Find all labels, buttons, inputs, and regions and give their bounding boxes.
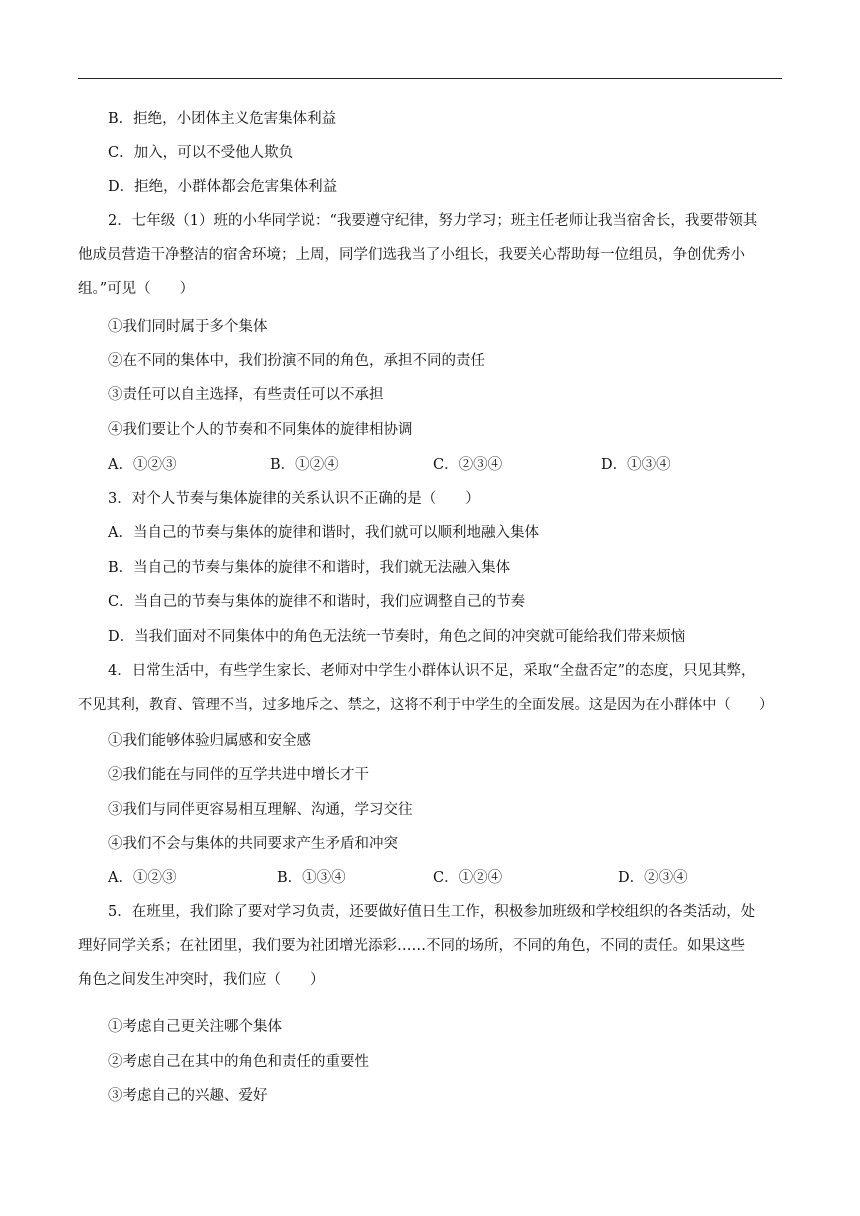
q5-stem-line-1: 5．在班里，我们除了要对学习负责，还要做好值日生工作，积极参加班级和学校组织的各类活动，处 bbox=[108, 904, 756, 920]
q5-item-1: ①考虑自己更关注哪个集体 bbox=[108, 1019, 282, 1035]
q3-stem: 3．对个人节奏与集体旋律的关系认识不正确的是（ ） bbox=[108, 491, 480, 507]
q4-choice-d: D．②③④ bbox=[618, 870, 688, 886]
q1-option-c: C．加入，可以不受他人欺负 bbox=[108, 145, 294, 161]
q2-choice-b: B．①②④ bbox=[270, 457, 339, 473]
q4-item-1: ①我们能够体验归属感和安全感 bbox=[108, 733, 311, 749]
q2-choice-d: D．①③④ bbox=[601, 457, 671, 473]
q5-item-3: ③考虑自己的兴趣、爱好 bbox=[108, 1088, 268, 1104]
q2-item-3: ③责任可以自主选择，有些责任可以不承担 bbox=[108, 387, 384, 403]
q3-option-b: B．当自己的节奏与集体的旋律不和谐时，我们就无法融入集体 bbox=[108, 560, 511, 576]
q4-item-2: ②我们能在与同伴的互学共进中增长才干 bbox=[108, 767, 369, 783]
q3-option-a: A．当自己的节奏与集体的旋律和谐时，我们就可以顺利地融入集体 bbox=[108, 525, 539, 541]
q1-option-d: D．拒绝，小群体都会危害集体利益 bbox=[108, 179, 338, 195]
q4-stem-line-1: 4．日常生活中，有些学生家长、老师对中学生小群体认识不足，采取“全盘否定”的态度，只见其弊， bbox=[108, 663, 756, 679]
q4-item-4: ④我们不会与集体的共同要求产生矛盾和冲突 bbox=[108, 836, 398, 852]
q3-option-d: D．当我们面对不同集体中的角色无法统一节奏时，角色之间的冲突就可能给我们带来烦恼 bbox=[108, 629, 686, 645]
q2-choice-a: A．①②③ bbox=[108, 457, 177, 473]
q4-choice-b: B．①③④ bbox=[277, 870, 346, 886]
q2-stem-line-1: 2．七年级（1）班的小华同学说：“我要遵守纪律，努力学习；班主任老师让我当宿舍长，我要带领其 bbox=[108, 213, 758, 229]
q4-item-3: ③我们与同伴更容易相互理解、沟通，学习交往 bbox=[108, 802, 413, 818]
q4-choice-c: C．①②④ bbox=[433, 870, 503, 886]
q2-item-4: ④我们要让个人的节奏和不同集体的旋律相协调 bbox=[108, 422, 413, 438]
q2-choice-c: C．②③④ bbox=[433, 457, 503, 473]
q2-item-1: ①我们同时属于多个集体 bbox=[108, 319, 268, 335]
q5-stem-line-2: 理好同学关系；在社团里，我们要为社团增光添彩……不同的场所，不同的角色，不同的责任。如果这些 bbox=[78, 938, 745, 954]
q4-stem-line-2: 不见其利，教育、管理不当，过多地斥之、禁之，这将不利于中学生的全面发展。这是因为在小群体中（ ） bbox=[78, 697, 774, 713]
header-rule bbox=[78, 78, 782, 79]
q2-stem-line-3: 组。”可见（ ） bbox=[78, 281, 195, 297]
q2-item-2: ②在不同的集体中，我们扮演不同的角色，承担不同的责任 bbox=[108, 353, 485, 369]
q2-stem-line-2: 他成员营造干净整洁的宿舍环境；上周，同学们选我当了小组长，我要关心帮助每一位组员，争创优秀小 bbox=[78, 247, 745, 263]
q5-item-2: ②考虑自己在其中的角色和责任的重要性 bbox=[108, 1054, 369, 1070]
q3-option-c: C．当自己的节奏与集体的旋律不和谐时，我们应调整自己的节奏 bbox=[108, 594, 526, 610]
q1-option-b: B．拒绝，小团体主义危害集体利益 bbox=[108, 111, 337, 127]
q5-stem-line-3: 角色之间发生冲突时，我们应（ ） bbox=[78, 972, 325, 988]
q4-choice-a: A．①②③ bbox=[108, 870, 177, 886]
